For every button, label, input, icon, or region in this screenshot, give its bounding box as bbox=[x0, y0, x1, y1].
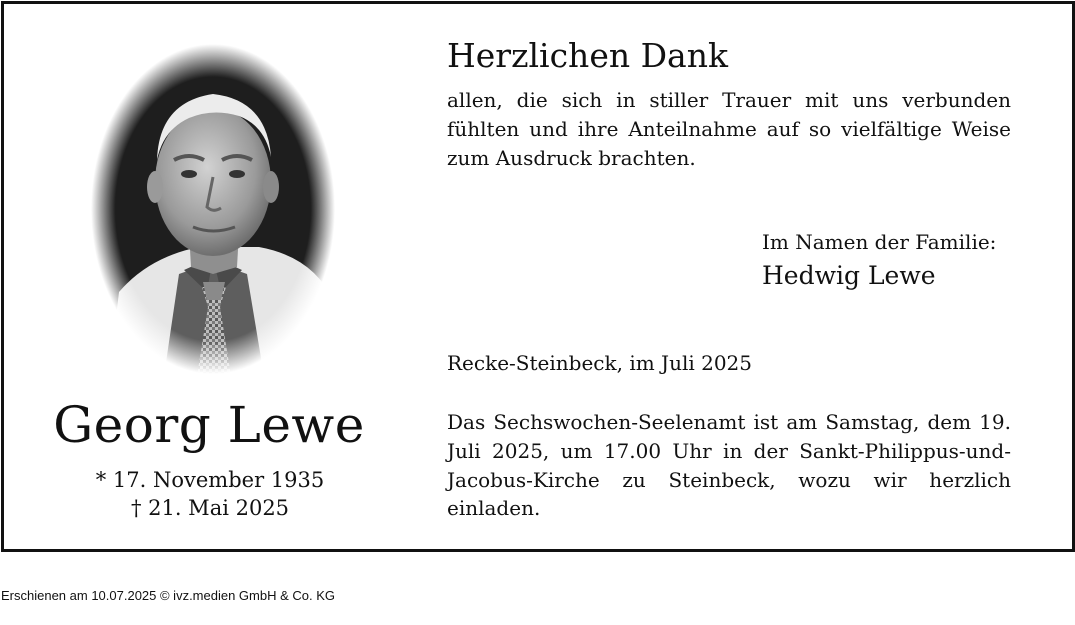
portrait-photo bbox=[89, 42, 337, 376]
memorial-mass-text: Das Sechswochen-Seelenamt ist am Samstag, dem 19. Juli 2025, um 17.00 Uhr in der Sankt-Philippus-und-Jacobus-Kirche zu Steinbeck, wozu wir herzlich einladen. bbox=[447, 410, 1011, 521]
deceased-name: Georg Lewe bbox=[53, 396, 365, 454]
signature-name: Hedwig Lewe bbox=[762, 261, 936, 290]
thanks-text: allen, die sich in stiller Trauer mit uns verbunden fühlten und ihre Anteilnahme auf so vielfältige Weise zum Ausdruck brachten. bbox=[447, 88, 1011, 170]
signature-label: Im Namen der Familie: bbox=[762, 230, 997, 254]
birth-date: * 17. November 1935 bbox=[95, 468, 325, 492]
thanks-heading: Herzlichen Dank bbox=[447, 36, 728, 75]
obituary-card bbox=[1, 1, 1075, 552]
publication-credit: Erschienen am 10.07.2025 © ivz.medien GmbH & Co. KG bbox=[1, 588, 336, 603]
death-date: † 21. Mai 2025 bbox=[130, 496, 290, 520]
place-date: Recke-Steinbeck, im Juli 2025 bbox=[447, 351, 752, 375]
